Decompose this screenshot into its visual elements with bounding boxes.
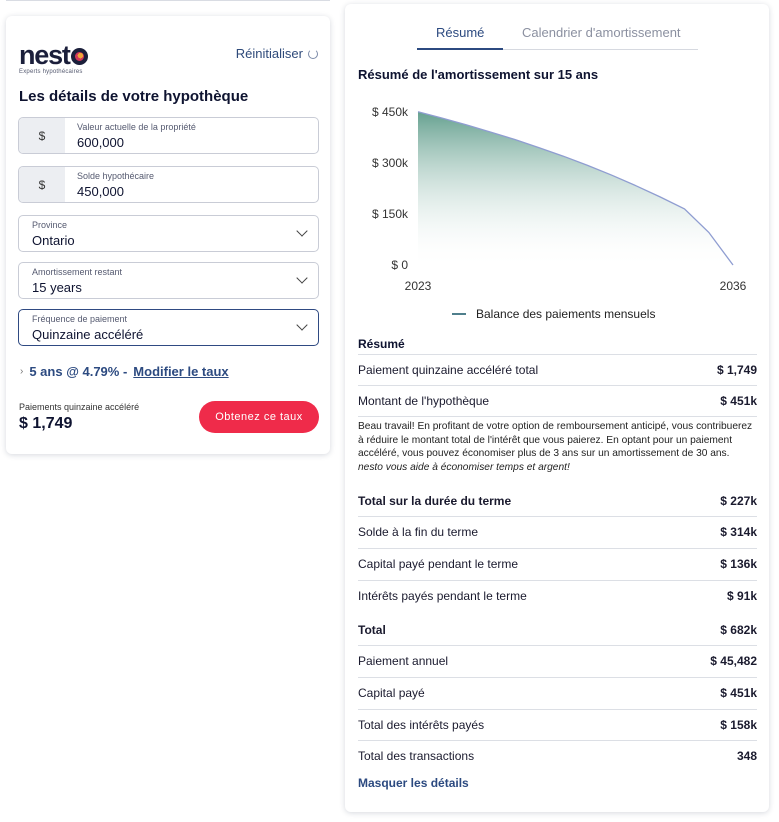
amortization-chart [345,94,769,299]
row-label: Total des transactions [358,749,475,763]
summary-row [358,749,757,763]
row-label: Intérêts payés pendant le terme [358,589,527,603]
divider [358,354,757,355]
divider [358,580,757,581]
logo-o-icon [71,48,88,65]
province-label: Province [32,220,68,230]
summary-card [345,4,769,812]
tab-summary[interactable]: Résumé [436,25,485,40]
chevron-down-icon [296,272,307,283]
row-value: $ 136k [720,557,757,571]
property-value-input[interactable]: 600,000 [77,135,124,150]
summary-row [358,525,757,539]
row-label: Montant de l'hypothèque [358,394,490,408]
row-label: Solde à la fin du terme [358,525,479,539]
summary-row [358,589,757,603]
row-value: $ 45,482 [710,654,757,668]
amortization-select[interactable] [18,262,319,299]
payment-value: $ 1,749 [19,415,73,432]
mortgage-balance-label: Solde hypothécaire [77,171,155,181]
row-label: Capital payé pendant le terme [358,557,519,571]
row-value: $ 1,749 [716,363,757,377]
x-tick-label: 2036 [719,279,747,293]
reset-button[interactable] [236,46,318,61]
divider [358,645,757,646]
rate-text: 5 ans @ 4.79% - [29,364,128,379]
chart-legend [452,307,655,321]
row-value: 348 [736,749,757,763]
row-value: $ 158k [720,718,757,732]
frequency-label: Fréquence de paiement [32,314,128,324]
row-label: Total sur la durée du terme [358,494,512,508]
province-select[interactable] [18,215,319,252]
property-value-field[interactable] [18,117,319,154]
summary-row [358,718,757,732]
balance-area [418,112,733,265]
divider [358,709,757,710]
tab-amortization-schedule[interactable]: Calendrier d'amortissement [522,25,681,40]
province-value: Ontario [32,233,75,248]
frequency-value: Quinzaine accéléré [32,327,144,342]
active-tab-indicator [417,48,503,50]
reset-label: Réinitialiser [235,46,303,61]
row-label: Total des intérêts payés [358,718,485,732]
divider [358,677,757,678]
amortization-label: Amortissement restant [32,267,123,277]
summary-row [358,557,757,571]
term-total-row [358,494,757,508]
tab-bar [417,23,698,50]
chevron-down-icon [296,319,307,330]
y-tick-label: $ 300k [371,156,408,170]
hide-details-link[interactable]: Masquer les détails [358,776,469,790]
legend-label: Balance des paiements mensuels [476,307,656,321]
top-divider [6,0,330,1]
payment-label: Paiements quinzaine accéléré [19,402,140,412]
nesto-logo[interactable] [19,42,88,75]
summary-row [358,686,757,700]
note-text: Beau travail! En profitant de votre option de remboursement anticipé, vous contribuerez à réduire le montant total de l'intérêt que vous paierez. En optant pour un paiement accéléré, vous pouvez économiser plus de 3 ans sur un amortissement de 30 ans. [358,421,753,459]
logo-tagline: Experts hypothécaires [19,69,83,75]
row-label: Paiement quinzaine accéléré total [358,363,539,377]
legend-swatch [452,313,466,315]
row-value: $ 451k [720,686,757,700]
dollar-prefix: $ [19,118,65,153]
divider [358,516,757,517]
rate-summary [20,364,229,379]
x-tick-label: 2023 [404,279,432,293]
row-label: Total [358,623,386,637]
divider [358,548,757,549]
savings-note [358,420,757,474]
divider [358,740,757,741]
refresh-icon [308,49,318,59]
amortization-value: 15 years [32,280,82,295]
summary-row [358,394,757,408]
logo-wordmark: nest [19,40,70,70]
mortgage-balance-input[interactable]: 450,000 [77,184,124,199]
details-title: Les détails de votre hypothèque [19,88,249,105]
summary-row [358,654,757,668]
mortgage-balance-field[interactable] [18,166,319,203]
property-value-label: Valeur actuelle de la propriété [77,122,196,132]
row-label: Paiement annuel [358,654,449,668]
row-value: $ 451k [720,394,757,408]
y-tick-label: $ 0 [391,258,408,272]
dollar-prefix: $ [19,167,65,202]
payment-frequency-select[interactable] [18,309,319,346]
row-value: $ 91k [726,589,757,603]
row-label: Capital payé [358,686,425,700]
y-tick-label: $ 450k [371,105,408,119]
modify-rate-link[interactable]: Modifier le taux [133,364,229,379]
grand-total-row [358,623,757,637]
note-italic: nesto vous aide à économiser temps et argent! [358,461,570,473]
divider [358,385,757,386]
chevron-right-icon[interactable]: › [20,366,24,377]
chevron-down-icon [296,225,307,236]
y-tick-label: $ 150k [371,207,408,221]
divider [358,416,757,417]
mortgage-details-card [6,16,330,454]
chart-title: Résumé de l'amortissement sur 15 ans [358,67,599,82]
row-value: $ 314k [720,525,757,539]
summary-row [358,363,757,377]
row-value: $ 227k [720,494,757,508]
get-rate-button[interactable]: Obtenez ce taux [199,401,319,433]
row-value: $ 682k [720,623,757,637]
summary-heading: Résumé [358,337,405,351]
